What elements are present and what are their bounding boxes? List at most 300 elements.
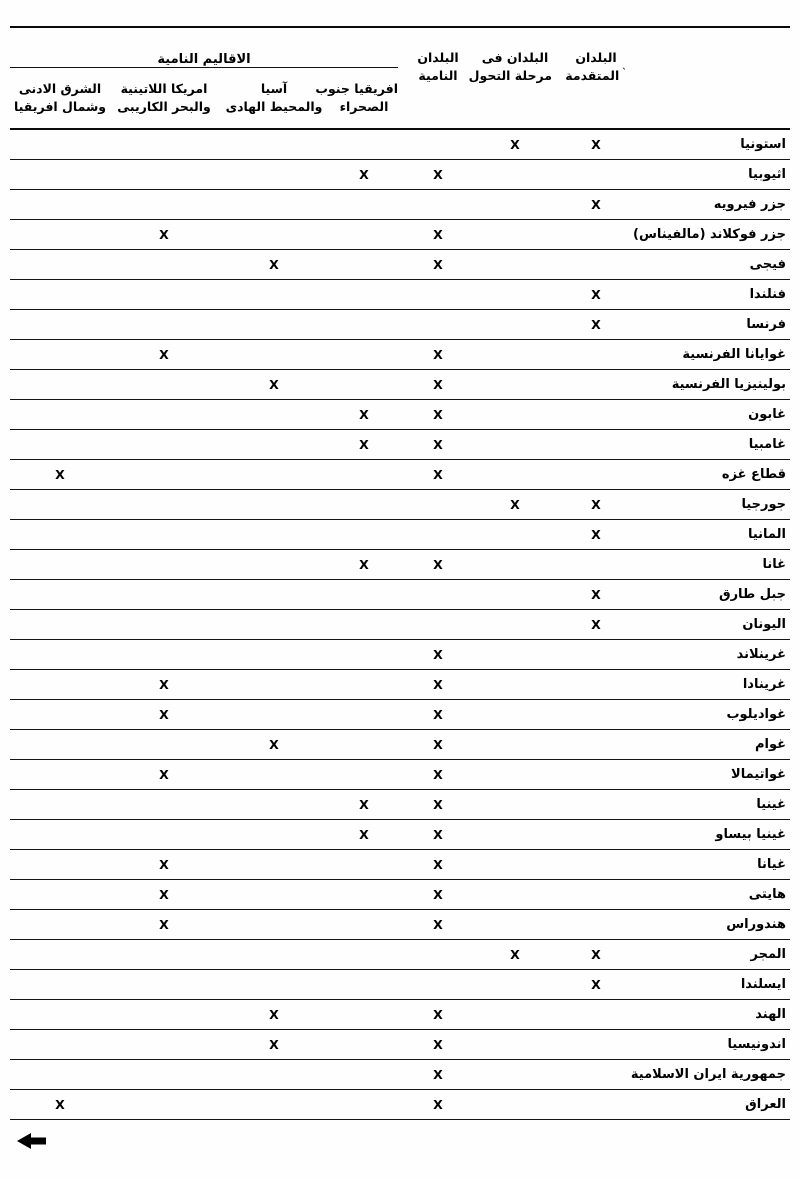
mark-cell-advanced <box>552 730 640 760</box>
country-classification-table <box>10 26 790 1120</box>
mark-cell-ssa <box>330 580 398 610</box>
table-row <box>10 940 790 970</box>
mark-cell-nena <box>10 250 110 280</box>
mark-cell-lac: X <box>110 850 218 880</box>
mark-cell-nena <box>10 760 110 790</box>
column-header-line2: `المتقدمة <box>565 68 627 84</box>
mark-cell-developing: X <box>398 430 478 460</box>
mark-cell-ssa <box>330 190 398 220</box>
mark-cell-transition <box>478 880 552 910</box>
mark-cell-lac <box>110 1000 218 1030</box>
mark-cell-advanced <box>552 460 640 490</box>
table-row <box>10 580 790 610</box>
country-name: غانا <box>640 550 790 580</box>
mark-cell-asia: X <box>218 730 330 760</box>
mark-cell-asia <box>218 460 330 490</box>
column-header-advanced <box>552 27 640 129</box>
mark-cell-lac: X <box>110 700 218 730</box>
mark-cell-transition <box>478 370 552 400</box>
mark-cell-ssa: X <box>330 430 398 460</box>
mark-cell-nena <box>10 430 110 460</box>
mark-cell-lac <box>110 129 218 160</box>
mark-cell-ssa: X <box>330 550 398 580</box>
mark-cell-developing: X <box>398 910 478 940</box>
table-row <box>10 1090 790 1120</box>
mark-cell-lac <box>110 970 218 1000</box>
mark-cell-asia <box>218 580 330 610</box>
table-row <box>10 850 790 880</box>
mark-cell-nena <box>10 340 110 370</box>
mark-cell-advanced <box>552 850 640 880</box>
mark-cell-advanced <box>552 370 640 400</box>
table-row <box>10 310 790 340</box>
mark-cell-developing: X <box>398 880 478 910</box>
mark-cell-advanced <box>552 250 640 280</box>
table-row <box>10 490 790 520</box>
mark-cell-transition <box>478 1060 552 1090</box>
mark-cell-developing: X <box>398 1060 478 1090</box>
country-name: جبل طارق <box>640 580 790 610</box>
mark-cell-asia <box>218 880 330 910</box>
mark-cell-developing: X <box>398 730 478 760</box>
mark-cell-transition <box>478 1090 552 1120</box>
mark-cell-asia <box>218 760 330 790</box>
country-name: جورجيا <box>640 490 790 520</box>
mark-cell-advanced <box>552 880 640 910</box>
table-row <box>10 1060 790 1090</box>
mark-cell-advanced: X <box>552 190 640 220</box>
mark-cell-nena <box>10 310 110 340</box>
mark-cell-developing: X <box>398 460 478 490</box>
mark-cell-lac <box>110 640 218 670</box>
mark-cell-ssa <box>330 640 398 670</box>
mark-cell-nena <box>10 370 110 400</box>
mark-cell-transition <box>478 820 552 850</box>
country-name: بولينيزيا الفرنسية <box>640 370 790 400</box>
mark-cell-asia <box>218 430 330 460</box>
country-name: اندونيسيا <box>640 1030 790 1060</box>
mark-cell-developing: X <box>398 1030 478 1060</box>
mark-cell-developing: X <box>398 850 478 880</box>
mark-cell-asia <box>218 220 330 250</box>
mark-cell-advanced <box>552 640 640 670</box>
mark-cell-asia: X <box>218 1030 330 1060</box>
mark-cell-lac <box>110 400 218 430</box>
mark-cell-nena <box>10 1060 110 1090</box>
mark-cell-lac <box>110 370 218 400</box>
table-row <box>10 400 790 430</box>
mark-cell-asia <box>218 610 330 640</box>
mark-cell-nena <box>10 280 110 310</box>
table-row <box>10 129 790 160</box>
table-row <box>10 280 790 310</box>
table-row <box>10 250 790 280</box>
mark-cell-ssa <box>330 610 398 640</box>
mark-cell-asia <box>218 820 330 850</box>
mark-cell-nena <box>10 700 110 730</box>
mark-cell-lac <box>110 520 218 550</box>
mark-cell-lac <box>110 1030 218 1060</box>
table-row <box>10 730 790 760</box>
mark-cell-transition <box>478 640 552 670</box>
developing-regions-group-header: الاقاليم النامية <box>10 27 398 67</box>
mark-cell-transition: X <box>478 490 552 520</box>
mark-cell-ssa <box>330 730 398 760</box>
column-header-line2: والمحيط الهادى <box>225 98 323 114</box>
mark-cell-ssa <box>330 280 398 310</box>
mark-cell-advanced: X <box>552 129 640 160</box>
table-row <box>10 220 790 250</box>
mark-cell-nena <box>10 910 110 940</box>
mark-cell-transition <box>478 430 552 460</box>
mark-cell-nena <box>10 220 110 250</box>
mark-cell-transition <box>478 340 552 370</box>
mark-cell-developing <box>398 129 478 160</box>
country-column-header <box>640 27 790 129</box>
mark-cell-ssa <box>330 310 398 340</box>
mark-cell-ssa <box>330 1030 398 1060</box>
mark-cell-lac <box>110 190 218 220</box>
mark-cell-developing: X <box>398 670 478 700</box>
mark-cell-ssa <box>330 129 398 160</box>
mark-cell-transition <box>478 310 552 340</box>
mark-cell-ssa <box>330 460 398 490</box>
mark-cell-developing: X <box>398 160 478 190</box>
table-row <box>10 700 790 730</box>
mark-cell-lac <box>110 280 218 310</box>
country-name: هايتى <box>640 880 790 910</box>
mark-cell-advanced <box>552 1060 640 1090</box>
mark-cell-advanced: X <box>552 280 640 310</box>
table-row <box>10 160 790 190</box>
table-row <box>10 910 790 940</box>
mark-cell-asia <box>218 910 330 940</box>
mark-cell-advanced <box>552 430 640 460</box>
table-header <box>10 27 790 129</box>
mark-cell-nena <box>10 640 110 670</box>
country-name: فيجى <box>640 250 790 280</box>
table-row <box>10 790 790 820</box>
country-name: غرينادا <box>640 670 790 700</box>
country-name: جمهورية ايران الاسلامية <box>640 1060 790 1090</box>
column-header-near-east-north-africa <box>10 67 110 129</box>
mark-cell-nena <box>10 850 110 880</box>
table-row <box>10 460 790 490</box>
mark-cell-developing: X <box>398 400 478 430</box>
mark-cell-nena <box>10 490 110 520</box>
mark-cell-lac: X <box>110 340 218 370</box>
mark-cell-transition <box>478 190 552 220</box>
column-header-latin-america-caribbean <box>110 67 218 129</box>
mark-cell-asia <box>218 520 330 550</box>
column-header-line1: آسيا <box>260 80 288 96</box>
mark-cell-advanced <box>552 1000 640 1030</box>
table-row <box>10 520 790 550</box>
mark-cell-lac <box>110 460 218 490</box>
mark-cell-lac <box>110 250 218 280</box>
table-row <box>10 880 790 910</box>
mark-cell-nena <box>10 940 110 970</box>
mark-cell-ssa <box>330 490 398 520</box>
column-header-asia-pacific <box>218 67 330 129</box>
mark-cell-advanced <box>552 700 640 730</box>
mark-cell-advanced: X <box>552 940 640 970</box>
mark-cell-nena <box>10 670 110 700</box>
mark-cell-ssa: X <box>330 790 398 820</box>
table-row <box>10 190 790 220</box>
mark-cell-nena <box>10 880 110 910</box>
mark-cell-lac <box>110 790 218 820</box>
mark-cell-transition <box>478 550 552 580</box>
mark-cell-nena <box>10 190 110 220</box>
column-header-sub-saharan-africa <box>315 67 398 129</box>
mark-cell-lac <box>110 940 218 970</box>
mark-cell-transition <box>478 730 552 760</box>
mark-cell-ssa: X <box>330 400 398 430</box>
mark-cell-transition <box>478 580 552 610</box>
mark-cell-asia: X <box>218 370 330 400</box>
mark-cell-transition: X <box>478 129 552 160</box>
mark-cell-lac <box>110 490 218 520</box>
mark-cell-transition <box>478 400 552 430</box>
mark-cell-asia <box>218 670 330 700</box>
mark-cell-lac <box>110 430 218 460</box>
table-row <box>10 1000 790 1030</box>
mark-cell-nena <box>10 129 110 160</box>
column-header-line2: النامية <box>418 68 458 84</box>
mark-cell-ssa <box>330 970 398 1000</box>
mark-cell-asia <box>218 280 330 310</box>
mark-cell-transition <box>478 790 552 820</box>
mark-cell-ssa <box>330 1000 398 1030</box>
table-row <box>10 820 790 850</box>
column-header-line1: البلدان فى <box>481 50 549 65</box>
mark-cell-ssa: X <box>330 820 398 850</box>
mark-cell-developing <box>398 310 478 340</box>
mark-cell-advanced: X <box>552 310 640 340</box>
mark-cell-developing <box>398 490 478 520</box>
mark-cell-advanced <box>552 1030 640 1060</box>
mark-cell-nena <box>10 820 110 850</box>
table-row <box>10 340 790 370</box>
mark-cell-ssa <box>330 1060 398 1090</box>
mark-cell-lac <box>110 580 218 610</box>
mark-cell-developing <box>398 940 478 970</box>
country-name: جزر فيرويه <box>640 190 790 220</box>
mark-cell-lac <box>110 310 218 340</box>
mark-cell-developing: X <box>398 700 478 730</box>
mark-cell-transition <box>478 280 552 310</box>
mark-cell-transition <box>478 220 552 250</box>
country-name: استونيا <box>640 129 790 160</box>
mark-cell-transition <box>478 610 552 640</box>
mark-cell-asia <box>218 640 330 670</box>
mark-cell-transition <box>478 520 552 550</box>
mark-cell-advanced <box>552 790 640 820</box>
country-name: المجر <box>640 940 790 970</box>
mark-cell-developing <box>398 190 478 220</box>
mark-cell-advanced <box>552 1090 640 1120</box>
mark-cell-lac <box>110 820 218 850</box>
mark-cell-asia <box>218 970 330 1000</box>
mark-cell-lac: X <box>110 760 218 790</box>
mark-cell-asia <box>218 790 330 820</box>
mark-cell-asia <box>218 850 330 880</box>
mark-cell-advanced <box>552 400 640 430</box>
table-row <box>10 430 790 460</box>
mark-cell-lac <box>110 730 218 760</box>
country-name: غينيا بيساو <box>640 820 790 850</box>
country-name: غوام <box>640 730 790 760</box>
country-name: اليونان <box>640 610 790 640</box>
mark-cell-developing: X <box>398 220 478 250</box>
mark-cell-transition <box>478 970 552 1000</box>
mark-cell-asia <box>218 940 330 970</box>
country-name: هندوراس <box>640 910 790 940</box>
mark-cell-ssa <box>330 670 398 700</box>
country-name: اثيوبيا <box>640 160 790 190</box>
mark-cell-transition <box>478 850 552 880</box>
mark-cell-nena <box>10 160 110 190</box>
mark-cell-advanced <box>552 340 640 370</box>
table-row <box>10 610 790 640</box>
back-arrow-icon[interactable] <box>16 1130 48 1152</box>
mark-cell-transition <box>478 1030 552 1060</box>
mark-cell-developing: X <box>398 640 478 670</box>
mark-cell-asia <box>218 700 330 730</box>
mark-cell-asia <box>218 310 330 340</box>
table-body <box>10 129 790 1120</box>
mark-cell-lac <box>110 550 218 580</box>
mark-cell-transition <box>478 1000 552 1030</box>
mark-cell-developing <box>398 520 478 550</box>
column-header-line2: والبحر الكاريبى <box>117 98 211 114</box>
mark-cell-developing <box>398 610 478 640</box>
mark-cell-lac <box>110 160 218 190</box>
country-name: جزر فوكلاند (مالفيناس) <box>640 220 790 250</box>
column-header-line1: امريكا اللاتينية <box>120 80 208 96</box>
mark-cell-developing: X <box>398 370 478 400</box>
column-header-line2: وشمال افريقيا <box>13 98 107 114</box>
footnote-marker: ` <box>622 68 627 79</box>
mark-cell-ssa <box>330 940 398 970</box>
mark-cell-lac: X <box>110 910 218 940</box>
mark-cell-lac: X <box>110 220 218 250</box>
mark-cell-developing: X <box>398 250 478 280</box>
country-name: غواديلوب <box>640 700 790 730</box>
mark-cell-asia: X <box>218 1000 330 1030</box>
column-header-transition <box>468 27 552 129</box>
country-name: قطاع غزه <box>640 460 790 490</box>
country-name: ايسلندا <box>640 970 790 1000</box>
mark-cell-developing: X <box>398 340 478 370</box>
mark-cell-advanced <box>552 160 640 190</box>
country-name: غابون <box>640 400 790 430</box>
mark-cell-nena <box>10 400 110 430</box>
mark-cell-nena <box>10 1030 110 1060</box>
mark-cell-asia <box>218 129 330 160</box>
mark-cell-developing: X <box>398 1000 478 1030</box>
mark-cell-ssa <box>330 910 398 940</box>
mark-cell-developing: X <box>398 790 478 820</box>
mark-cell-nena <box>10 520 110 550</box>
mark-cell-transition <box>478 910 552 940</box>
mark-cell-ssa <box>330 340 398 370</box>
mark-cell-advanced: X <box>552 520 640 550</box>
column-header-line2: الصحراء <box>339 98 389 114</box>
column-header-line2: مرحلة التحول <box>468 68 552 84</box>
mark-cell-advanced <box>552 820 640 850</box>
mark-cell-transition <box>478 250 552 280</box>
country-name: المانيا <box>640 520 790 550</box>
mark-cell-ssa <box>330 760 398 790</box>
mark-cell-developing <box>398 970 478 1000</box>
table-row <box>10 370 790 400</box>
mark-cell-nena <box>10 610 110 640</box>
column-header-line1: البلدان <box>575 50 617 65</box>
column-header-line1: افريقيا جنوب <box>315 80 398 96</box>
column-header-line1: الشرق الادنى <box>18 80 102 96</box>
country-name: غينيا <box>640 790 790 820</box>
mark-cell-transition <box>478 460 552 490</box>
mark-cell-developing: X <box>398 1090 478 1120</box>
table-row <box>10 970 790 1000</box>
mark-cell-lac <box>110 610 218 640</box>
mark-cell-ssa <box>330 250 398 280</box>
mark-cell-nena: X <box>10 1090 110 1120</box>
table-row <box>10 670 790 700</box>
mark-cell-ssa <box>330 1090 398 1120</box>
country-name: العراق <box>640 1090 790 1120</box>
mark-cell-nena <box>10 790 110 820</box>
mark-cell-advanced <box>552 760 640 790</box>
mark-cell-ssa <box>330 850 398 880</box>
country-name: غيانا <box>640 850 790 880</box>
mark-cell-asia <box>218 190 330 220</box>
mark-cell-ssa: X <box>330 160 398 190</box>
mark-cell-asia <box>218 1060 330 1090</box>
mark-cell-ssa <box>330 220 398 250</box>
mark-cell-lac: X <box>110 670 218 700</box>
mark-cell-ssa <box>330 700 398 730</box>
mark-cell-asia <box>218 160 330 190</box>
mark-cell-advanced: X <box>552 970 640 1000</box>
mark-cell-transition <box>478 700 552 730</box>
mark-cell-transition: X <box>478 940 552 970</box>
mark-cell-advanced: X <box>552 580 640 610</box>
mark-cell-transition <box>478 160 552 190</box>
country-name: فنلندا <box>640 280 790 310</box>
table-row <box>10 640 790 670</box>
mark-cell-ssa <box>330 520 398 550</box>
mark-cell-asia: X <box>218 250 330 280</box>
mark-cell-transition <box>478 760 552 790</box>
mark-cell-advanced: X <box>552 610 640 640</box>
mark-cell-nena <box>10 580 110 610</box>
mark-cell-asia <box>218 490 330 520</box>
mark-cell-advanced <box>552 910 640 940</box>
country-name: غامبيا <box>640 430 790 460</box>
country-name: فرنسا <box>640 310 790 340</box>
mark-cell-ssa <box>330 880 398 910</box>
mark-cell-advanced <box>552 550 640 580</box>
mark-cell-asia <box>218 1090 330 1120</box>
mark-cell-advanced: X <box>552 490 640 520</box>
mark-cell-developing <box>398 580 478 610</box>
mark-cell-nena <box>10 730 110 760</box>
mark-cell-advanced <box>552 670 640 700</box>
mark-cell-advanced <box>552 220 640 250</box>
